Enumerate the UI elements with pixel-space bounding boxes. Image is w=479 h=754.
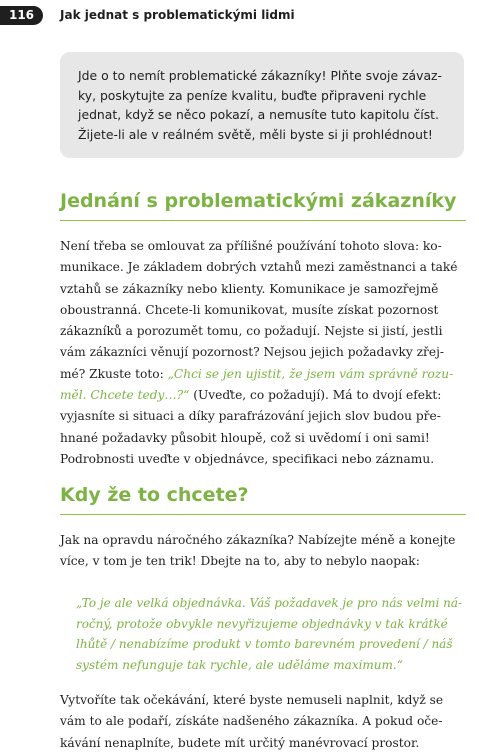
quote-line: lhůtě / nenabízíme produkt v tomto barevném provedení / náš [76,637,453,651]
text-line: Vytvoříte tak očekávání, které byste nemuseli naplnit, když se [60,693,444,707]
text-line: kávání nenaplníte, budete mít určitý manévrovací prostor. [60,735,420,750]
text-line: vám zákazníci věnují pozornost? Nejsou jejich požadavky zřej- [60,345,444,360]
heading-underline [60,514,466,515]
text-line: oboustranná. Chcete-li komunikovat, musíte získat pozornost [60,302,439,317]
text-line: Podrobnosti uveďte v objednávce, specifikaci nebo záznamu. [60,451,435,466]
text-line: munikace. Je základem dobrých vztahů mezi zaměstnanci a také [60,260,458,275]
text-line: Není třeba se omlouvat za přílišné používání tohoto slova: ko- [60,239,442,253]
text-line [60,364,470,385]
section2-intro [60,530,470,573]
text-line [60,385,470,406]
text-line: více, v tom je ten trik! Dbejte na to, aby to nebylo naopak: [60,554,420,569]
text-line: zákazníků a porozumět tomu, co požadují. Nejste si jistí, jestli [60,324,443,339]
text-segment: (Uveďte, co požadují). Má to dvojí efekt: [189,388,442,403]
section-heading-kdy: Kdy že to chcete? [60,484,249,506]
callout-line: ky, poskytujte za peníze kvalitu, buďte připraveni rychle [78,87,427,103]
text-line: vyjasníte si situaci a díky parafrázování jejich slov budou pře- [60,409,441,424]
text-line: Jak na opravdu náročného zákazníka? Nabízejte méně a konejte [60,533,456,547]
quote-line: ročný, protože obvykle nevyřizujeme objednávky v tak krátké [76,616,448,631]
example-quote [76,593,468,675]
text-line: hnané požadavky působit hloupě, což si uvědomí i oni sami! [60,430,430,445]
section-heading-jednani: Jednání s problematickými zákazníky [60,190,457,212]
section1-paragraph [60,236,470,470]
inline-quote: měl. Chcete tedy…?“ [60,388,190,403]
heading-underline [60,220,466,221]
section2-closing [60,690,470,754]
text-segment: mé? Zkuste toto: [60,366,168,381]
callout-line: jednat, když se něco pokazí, a nemusíte tuto kapitolu číst. [78,107,439,122]
intro-callout-box [60,52,464,158]
inline-quote: „Chci se jen ujistit, že jsem vám správně rozu- [167,366,454,381]
quote-line: „To je ale velká objednávka. Váš požadavek je pro nás velmi ná- [76,596,463,610]
quote-line: systém nefunguje tak rychle, ale uděláme maximum.“ [76,657,403,672]
text-line: vztahů se zákazníky nebo klienty. Komunikace je samozřejmě [60,281,439,296]
text-line: vám to ale podaří, získáte nadšeného zákazníka. A pokud oče- [60,714,443,729]
callout-line: Žijete-li ale v reálném světě, měli byste si ji prohlédnout! [78,126,433,142]
page-header [0,6,479,25]
callout-line: Jde o to nemít problematické zákazníky! Plňte svoje závaz- [78,68,443,83]
running-title: Jak jednat s problematickými lidmi [60,8,295,22]
page-number: 116 [0,6,43,25]
